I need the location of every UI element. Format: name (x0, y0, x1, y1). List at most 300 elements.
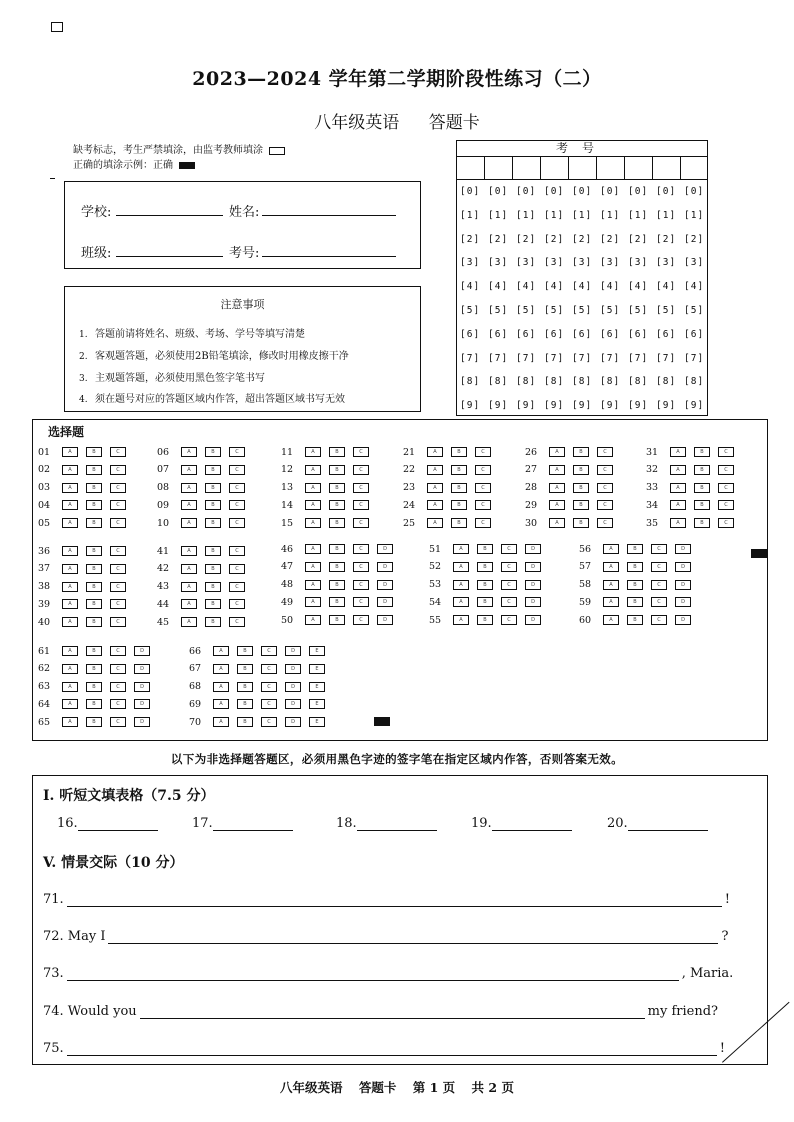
option-bubble-b[interactable]: B (205, 546, 221, 556)
option-bubble-a[interactable]: A (213, 682, 229, 692)
option-bubble-b[interactable]: B (329, 597, 345, 607)
exam-digit-bubble[interactable]: [5] (544, 305, 565, 316)
option-bubble-c[interactable]: C (501, 562, 517, 572)
option-bubble-c[interactable]: C (353, 465, 369, 475)
option-bubble-c[interactable]: C (261, 699, 277, 709)
exam-digit-bubble[interactable]: [8] (656, 376, 677, 388)
option-bubble-c[interactable]: C (597, 483, 613, 493)
exam-digit-bubble[interactable]: [5] (460, 305, 481, 316)
option-bubble-c[interactable]: C (651, 615, 667, 625)
class-field[interactable] (116, 256, 223, 257)
option-bubble-b[interactable]: B (86, 682, 102, 692)
option-bubble-a[interactable]: A (181, 599, 197, 609)
exam-digit-bubble[interactable]: [4] (488, 281, 509, 293)
option-bubble-b[interactable]: B (205, 483, 221, 493)
exam-digit-bubble[interactable]: [7] (544, 352, 565, 364)
exam-digit-bubble[interactable]: [1] (600, 209, 621, 221)
option-bubble-d[interactable]: D (377, 544, 393, 554)
option-bubble-b[interactable]: B (573, 483, 589, 493)
option-bubble-c[interactable]: C (353, 483, 369, 493)
option-bubble-c[interactable]: C (110, 483, 126, 493)
option-bubble-b[interactable]: B (86, 518, 102, 528)
option-bubble-a[interactable]: A (670, 483, 686, 493)
exam-digit-bubble[interactable]: [8] (572, 376, 593, 388)
option-bubble-a[interactable]: A (305, 597, 321, 607)
option-bubble-a[interactable]: A (427, 483, 443, 493)
exam-digit-bubble[interactable]: [5] (684, 305, 705, 316)
option-bubble-b[interactable]: B (205, 447, 221, 457)
exam-digit-bubble[interactable]: [4] (544, 281, 565, 293)
exam-number-write-cell[interactable] (457, 157, 681, 179)
option-bubble-b[interactable]: B (477, 580, 493, 590)
option-bubble-a[interactable]: A (427, 447, 443, 457)
option-bubble-c[interactable]: C (501, 597, 517, 607)
option-bubble-c[interactable]: C (353, 518, 369, 528)
option-bubble-a[interactable]: A (62, 546, 78, 556)
option-bubble-c[interactable]: C (353, 562, 369, 572)
exam-digit-bubble[interactable]: [6] (600, 328, 621, 340)
option-bubble-c[interactable]: C (475, 447, 491, 457)
option-bubble-d[interactable]: D (525, 597, 541, 607)
answer-line[interactable] (492, 817, 572, 831)
exam-digit-bubble[interactable]: [7] (656, 352, 677, 364)
option-bubble-b[interactable]: B (477, 544, 493, 554)
option-bubble-b[interactable]: B (329, 562, 345, 572)
option-bubble-a[interactable]: A (62, 483, 78, 493)
exam-digit-bubble[interactable]: [8] (684, 376, 705, 388)
option-bubble-b[interactable]: B (237, 646, 253, 656)
option-bubble-e[interactable]: E (309, 664, 325, 674)
option-bubble-b[interactable]: B (573, 518, 589, 528)
option-bubble-b[interactable]: B (451, 500, 467, 510)
exam-digit-bubble[interactable]: [2] (628, 233, 649, 245)
exam-digit-bubble[interactable]: [3] (516, 257, 537, 269)
exam-digit-bubble[interactable]: [0] (516, 186, 537, 197)
option-bubble-a[interactable]: A (549, 518, 565, 528)
option-bubble-b[interactable]: B (86, 599, 102, 609)
option-bubble-b[interactable]: B (86, 699, 102, 709)
school-field[interactable] (116, 215, 223, 216)
option-bubble-a[interactable]: A (549, 465, 565, 475)
option-bubble-b[interactable]: B (237, 717, 253, 727)
option-bubble-b[interactable]: B (627, 597, 643, 607)
option-bubble-b[interactable]: B (694, 465, 710, 475)
option-bubble-a[interactable]: A (62, 447, 78, 457)
option-bubble-c[interactable]: C (718, 518, 734, 528)
option-bubble-a[interactable]: A (305, 544, 321, 554)
option-bubble-c[interactable]: C (110, 518, 126, 528)
option-bubble-c[interactable]: C (718, 465, 734, 475)
option-bubble-a[interactable]: A (453, 544, 469, 554)
option-bubble-a[interactable]: A (181, 518, 197, 528)
exam-digit-bubble[interactable]: [1] (488, 209, 509, 221)
option-bubble-a[interactable]: A (62, 699, 78, 709)
option-bubble-c[interactable]: C (229, 546, 245, 556)
exam-digit-bubble[interactable]: [4] (600, 281, 621, 293)
exam-digit-bubble[interactable]: [4] (516, 281, 537, 293)
exam-digit-bubble[interactable]: [7] (600, 352, 621, 364)
exam-digit-bubble[interactable]: [7] (684, 352, 705, 364)
option-bubble-a[interactable]: A (213, 717, 229, 727)
option-bubble-b[interactable]: B (237, 682, 253, 692)
exam-digit-bubble[interactable]: [8] (460, 376, 481, 388)
option-bubble-c[interactable]: C (110, 682, 126, 692)
option-bubble-b[interactable]: B (86, 617, 102, 627)
option-bubble-c[interactable]: C (261, 682, 277, 692)
option-bubble-a[interactable]: A (181, 546, 197, 556)
option-bubble-a[interactable]: A (181, 564, 197, 574)
exam-digit-bubble[interactable]: [5] (628, 305, 649, 316)
option-bubble-c[interactable]: C (651, 597, 667, 607)
option-bubble-b[interactable]: B (477, 597, 493, 607)
option-bubble-a[interactable]: A (670, 518, 686, 528)
exam-digit-bubble[interactable]: [1] (684, 209, 705, 221)
option-bubble-d[interactable]: D (377, 615, 393, 625)
option-bubble-d[interactable]: D (675, 597, 691, 607)
option-bubble-c[interactable]: C (501, 615, 517, 625)
option-bubble-d[interactable]: D (377, 562, 393, 572)
exam-digit-bubble[interactable]: [1] (656, 209, 677, 221)
option-bubble-b[interactable]: B (86, 483, 102, 493)
option-bubble-a[interactable]: A (62, 582, 78, 592)
exam-digit-bubble[interactable]: [4] (572, 281, 593, 293)
option-bubble-a[interactable]: A (427, 518, 443, 528)
option-bubble-b[interactable]: B (237, 664, 253, 674)
option-bubble-a[interactable]: A (453, 580, 469, 590)
exam-digit-bubble[interactable]: [7] (488, 352, 509, 364)
option-bubble-b[interactable]: B (205, 599, 221, 609)
option-bubble-b[interactable]: B (86, 500, 102, 510)
answer-line[interactable] (628, 817, 708, 831)
option-bubble-c[interactable]: C (475, 483, 491, 493)
option-bubble-a[interactable]: A (181, 465, 197, 475)
option-bubble-b[interactable]: B (86, 664, 102, 674)
option-bubble-b[interactable]: B (694, 518, 710, 528)
option-bubble-a[interactable]: A (670, 465, 686, 475)
option-bubble-b[interactable]: B (329, 544, 345, 554)
option-bubble-b[interactable]: B (329, 500, 345, 510)
option-bubble-c[interactable]: C (229, 564, 245, 574)
exam-digit-bubble[interactable]: [2] (600, 233, 621, 245)
option-bubble-a[interactable]: A (181, 483, 197, 493)
option-bubble-c[interactable]: C (261, 717, 277, 727)
option-bubble-c[interactable]: C (597, 500, 613, 510)
answer-line[interactable] (357, 817, 437, 831)
option-bubble-b[interactable]: B (627, 580, 643, 590)
option-bubble-c[interactable]: C (110, 465, 126, 475)
option-bubble-b[interactable]: B (451, 447, 467, 457)
option-bubble-d[interactable]: D (675, 615, 691, 625)
exam-digit-bubble[interactable]: [2] (460, 233, 481, 245)
option-bubble-b[interactable]: B (205, 518, 221, 528)
option-bubble-d[interactable]: D (525, 580, 541, 590)
option-bubble-b[interactable]: B (329, 580, 345, 590)
exam-digit-bubble[interactable]: [3] (460, 257, 481, 269)
option-bubble-a[interactable]: A (62, 717, 78, 727)
option-bubble-a[interactable]: A (181, 500, 197, 510)
exam-digit-bubble[interactable]: [6] (572, 328, 593, 340)
option-bubble-c[interactable]: C (229, 617, 245, 627)
option-bubble-a[interactable]: A (213, 646, 229, 656)
exam-digit-bubble[interactable]: [7] (460, 352, 481, 364)
option-bubble-c[interactable]: C (597, 447, 613, 457)
option-bubble-b[interactable]: B (451, 483, 467, 493)
option-bubble-a[interactable]: A (62, 664, 78, 674)
option-bubble-a[interactable]: A (305, 447, 321, 457)
exam-digit-bubble[interactable]: [6] (516, 328, 537, 340)
option-bubble-c[interactable]: C (110, 546, 126, 556)
option-bubble-b[interactable]: B (329, 483, 345, 493)
option-bubble-c[interactable]: C (651, 580, 667, 590)
exam-digit-bubble[interactable]: [7] (516, 352, 537, 364)
option-bubble-c[interactable]: C (353, 597, 369, 607)
option-bubble-b[interactable]: B (86, 447, 102, 457)
exam-digit-bubble[interactable]: [0] (544, 186, 565, 197)
option-bubble-a[interactable]: A (62, 518, 78, 528)
option-bubble-a[interactable]: A (305, 562, 321, 572)
option-bubble-b[interactable]: B (573, 500, 589, 510)
option-bubble-c[interactable]: C (110, 564, 126, 574)
exam-digit-bubble[interactable]: [1] (572, 209, 593, 221)
option-bubble-d[interactable]: D (525, 615, 541, 625)
option-bubble-a[interactable]: A (453, 562, 469, 572)
option-bubble-e[interactable]: E (309, 699, 325, 709)
exam-digit-bubble[interactable]: [9] (572, 400, 593, 412)
exam-digit-bubble[interactable]: [0] (600, 186, 621, 197)
option-bubble-a[interactable]: A (549, 500, 565, 510)
option-bubble-d[interactable]: D (285, 664, 301, 674)
option-bubble-a[interactable]: A (213, 699, 229, 709)
option-bubble-b[interactable]: B (573, 447, 589, 457)
exam-digit-bubble[interactable]: [7] (572, 352, 593, 364)
exam-digit-bubble[interactable]: [3] (600, 257, 621, 269)
exam-digit-bubble[interactable]: [6] (628, 328, 649, 340)
option-bubble-d[interactable]: D (134, 646, 150, 656)
exam-digit-bubble[interactable]: [0] (628, 186, 649, 197)
option-bubble-b[interactable]: B (329, 518, 345, 528)
exam-digit-bubble[interactable]: [9] (516, 400, 537, 412)
option-bubble-d[interactable]: D (285, 717, 301, 727)
option-bubble-a[interactable]: A (62, 646, 78, 656)
exam-digit-bubble[interactable]: [6] (544, 328, 565, 340)
option-bubble-a[interactable]: A (181, 582, 197, 592)
option-bubble-a[interactable]: A (549, 447, 565, 457)
option-bubble-c[interactable]: C (353, 580, 369, 590)
option-bubble-a[interactable]: A (305, 483, 321, 493)
option-bubble-c[interactable]: C (475, 518, 491, 528)
answer-line[interactable] (213, 817, 293, 831)
exam-digit-bubble[interactable]: [6] (684, 328, 705, 340)
option-bubble-c[interactable]: C (597, 465, 613, 475)
option-bubble-a[interactable]: A (427, 465, 443, 475)
exam-digit-bubble[interactable]: [3] (656, 257, 677, 269)
option-bubble-c[interactable]: C (353, 615, 369, 625)
option-bubble-d[interactable]: D (134, 717, 150, 727)
exam-digit-bubble[interactable]: [1] (460, 209, 481, 221)
answer-line[interactable] (67, 1042, 717, 1056)
option-bubble-c[interactable]: C (475, 465, 491, 475)
option-bubble-a[interactable]: A (305, 580, 321, 590)
exam-digit-bubble[interactable]: [3] (684, 257, 705, 269)
option-bubble-c[interactable]: C (651, 544, 667, 554)
exam-digit-bubble[interactable]: [6] (656, 328, 677, 340)
option-bubble-a[interactable]: A (213, 664, 229, 674)
absence-mark-box[interactable] (269, 147, 285, 155)
option-bubble-c[interactable]: C (110, 717, 126, 727)
option-bubble-b[interactable]: B (627, 562, 643, 572)
exam-digit-bubble[interactable]: [1] (628, 209, 649, 221)
option-bubble-d[interactable]: D (377, 580, 393, 590)
option-bubble-b[interactable]: B (205, 617, 221, 627)
exam-digit-bubble[interactable]: [1] (516, 209, 537, 221)
option-bubble-a[interactable]: A (549, 483, 565, 493)
option-bubble-c[interactable]: C (110, 664, 126, 674)
option-bubble-a[interactable]: A (62, 465, 78, 475)
exam-digit-bubble[interactable]: [2] (544, 233, 565, 245)
option-bubble-c[interactable]: C (110, 699, 126, 709)
exam-digit-bubble[interactable]: [8] (488, 376, 509, 388)
option-bubble-b[interactable]: B (86, 717, 102, 727)
option-bubble-a[interactable]: A (453, 597, 469, 607)
option-bubble-b[interactable]: B (451, 465, 467, 475)
option-bubble-b[interactable]: B (477, 562, 493, 572)
option-bubble-e[interactable]: E (309, 646, 325, 656)
option-bubble-e[interactable]: E (309, 717, 325, 727)
option-bubble-a[interactable]: A (181, 617, 197, 627)
exam-digit-bubble[interactable]: [0] (460, 186, 481, 197)
option-bubble-b[interactable]: B (205, 564, 221, 574)
option-bubble-d[interactable]: D (525, 562, 541, 572)
option-bubble-c[interactable]: C (501, 544, 517, 554)
exam-digit-bubble[interactable]: [9] (544, 400, 565, 412)
option-bubble-e[interactable]: E (309, 682, 325, 692)
option-bubble-c[interactable]: C (229, 599, 245, 609)
exam-digit-bubble[interactable]: [0] (572, 186, 593, 197)
exam-digit-bubble[interactable]: [4] (628, 281, 649, 293)
option-bubble-b[interactable]: B (86, 564, 102, 574)
answer-line[interactable] (140, 1005, 645, 1019)
option-bubble-c[interactable]: C (718, 500, 734, 510)
option-bubble-b[interactable]: B (205, 465, 221, 475)
option-bubble-a[interactable]: A (62, 500, 78, 510)
option-bubble-a[interactable]: A (670, 447, 686, 457)
option-bubble-a[interactable]: A (603, 562, 619, 572)
option-bubble-c[interactable]: C (110, 646, 126, 656)
option-bubble-c[interactable]: C (229, 500, 245, 510)
option-bubble-a[interactable]: A (453, 615, 469, 625)
answer-line[interactable] (67, 893, 722, 907)
option-bubble-c[interactable]: C (110, 599, 126, 609)
option-bubble-b[interactable]: B (329, 447, 345, 457)
option-bubble-c[interactable]: C (353, 447, 369, 457)
exam-digit-bubble[interactable]: [3] (544, 257, 565, 269)
option-bubble-a[interactable]: A (305, 518, 321, 528)
exam-digit-bubble[interactable]: [4] (656, 281, 677, 293)
option-bubble-c[interactable]: C (261, 646, 277, 656)
option-bubble-c[interactable]: C (501, 580, 517, 590)
option-bubble-c[interactable]: C (110, 582, 126, 592)
option-bubble-a[interactable]: A (603, 615, 619, 625)
option-bubble-a[interactable]: A (305, 465, 321, 475)
option-bubble-d[interactable]: D (675, 544, 691, 554)
exam-digit-bubble[interactable]: [9] (656, 400, 677, 412)
exam-digit-bubble[interactable]: [8] (516, 376, 537, 388)
option-bubble-a[interactable]: A (62, 617, 78, 627)
option-bubble-a[interactable]: A (62, 564, 78, 574)
option-bubble-d[interactable]: D (675, 580, 691, 590)
exam-digit-bubble[interactable]: [9] (628, 400, 649, 412)
exam-digit-bubble[interactable]: [2] (684, 233, 705, 245)
exam-digit-bubble[interactable]: [0] (684, 186, 705, 197)
exam-digit-bubble[interactable]: [9] (488, 400, 509, 412)
exam-digit-bubble[interactable]: [6] (488, 328, 509, 340)
exam-digit-bubble[interactable]: [8] (628, 376, 649, 388)
exam-digit-bubble[interactable]: [5] (488, 305, 509, 316)
exam-digit-bubble[interactable]: [7] (628, 352, 649, 364)
exam-digit-bubble[interactable]: [3] (572, 257, 593, 269)
option-bubble-c[interactable]: C (110, 500, 126, 510)
exam-digit-bubble[interactable]: [1] (544, 209, 565, 221)
option-bubble-d[interactable]: D (525, 544, 541, 554)
exam-digit-bubble[interactable]: [3] (628, 257, 649, 269)
option-bubble-d[interactable]: D (285, 646, 301, 656)
option-bubble-c[interactable]: C (229, 518, 245, 528)
exam-digit-bubble[interactable]: [5] (572, 305, 593, 316)
option-bubble-c[interactable]: C (597, 518, 613, 528)
option-bubble-c[interactable]: C (718, 483, 734, 493)
option-bubble-a[interactable]: A (62, 682, 78, 692)
option-bubble-a[interactable]: A (427, 500, 443, 510)
option-bubble-b[interactable]: B (205, 582, 221, 592)
option-bubble-c[interactable]: C (475, 500, 491, 510)
option-bubble-c[interactable]: C (353, 544, 369, 554)
exam-digit-bubble[interactable]: [9] (684, 400, 705, 412)
option-bubble-b[interactable]: B (329, 615, 345, 625)
option-bubble-b[interactable]: B (627, 615, 643, 625)
option-bubble-d[interactable]: D (675, 562, 691, 572)
exam-digit-bubble[interactable]: [6] (460, 328, 481, 340)
exam-digit-bubble[interactable]: [5] (656, 305, 677, 316)
option-bubble-c[interactable]: C (229, 465, 245, 475)
option-bubble-d[interactable]: D (134, 699, 150, 709)
exam-digit-bubble[interactable]: [9] (460, 400, 481, 412)
option-bubble-c[interactable]: C (353, 500, 369, 510)
answer-line[interactable] (67, 967, 679, 981)
option-bubble-c[interactable]: C (110, 617, 126, 627)
exam-digit-bubble[interactable]: [9] (600, 400, 621, 412)
option-bubble-a[interactable]: A (603, 597, 619, 607)
option-bubble-b[interactable]: B (451, 518, 467, 528)
option-bubble-b[interactable]: B (694, 500, 710, 510)
option-bubble-c[interactable]: C (718, 447, 734, 457)
option-bubble-a[interactable]: A (181, 447, 197, 457)
exam-digit-bubble[interactable]: [2] (656, 233, 677, 245)
exam-digit-bubble[interactable]: [8] (600, 376, 621, 388)
option-bubble-b[interactable]: B (86, 546, 102, 556)
option-bubble-c[interactable]: C (229, 582, 245, 592)
option-bubble-b[interactable]: B (694, 447, 710, 457)
option-bubble-b[interactable]: B (86, 582, 102, 592)
option-bubble-c[interactable]: C (651, 562, 667, 572)
option-bubble-d[interactable]: D (134, 682, 150, 692)
option-bubble-b[interactable]: B (86, 646, 102, 656)
option-bubble-d[interactable]: D (285, 682, 301, 692)
option-bubble-b[interactable]: B (205, 500, 221, 510)
exam-digit-bubble[interactable]: [0] (656, 186, 677, 197)
exam-no-field[interactable] (262, 256, 396, 257)
answer-line[interactable] (108, 930, 718, 944)
option-bubble-c[interactable]: C (229, 447, 245, 457)
